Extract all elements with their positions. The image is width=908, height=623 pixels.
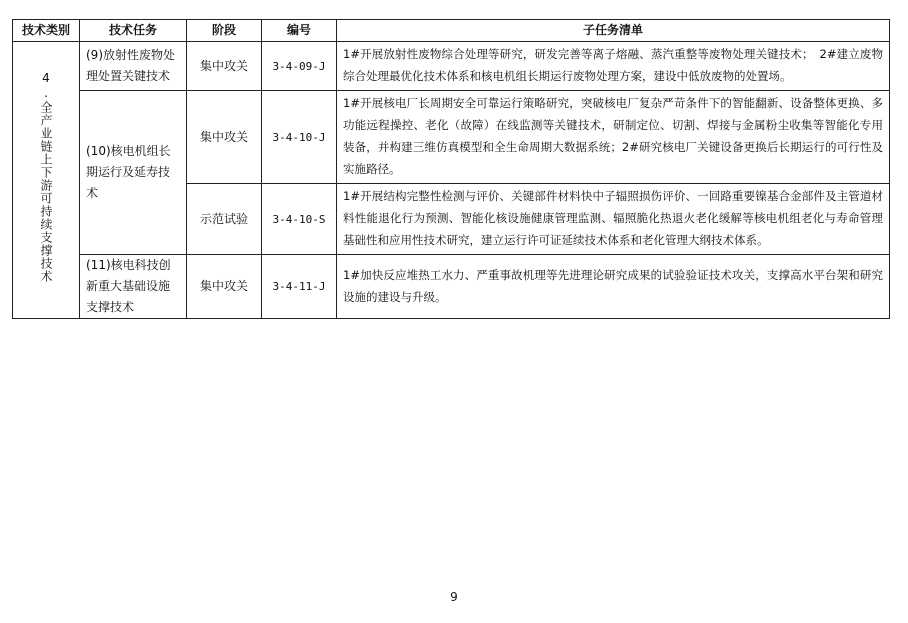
header-row xyxy=(13,20,890,42)
header-stage: 阶段 xyxy=(187,20,262,42)
code-cell: 3-4-10-J xyxy=(262,91,337,184)
stage-cell: 集中攻关 xyxy=(187,91,262,184)
page-number: 9 xyxy=(450,590,458,604)
subtasks-cell: 1#开展放射性废物综合处理等研究，研发完善等离子熔融、蒸汽重整等废物处理关键技术； 2#建立废物综合处理最优化技术体系和核电机组长期运行废物处理方案，建设中低放废物的处置场。 xyxy=(337,42,890,91)
header-subtasks: 子任务清单 xyxy=(337,20,890,42)
stage-cell: 集中攻关 xyxy=(187,42,262,91)
subtasks-cell: 1#开展结构完整性检测与评价、关键部件材料快中子辐照损伤评价、一回路重要镍基合金部件及主管道材料性能退化行为预测、智能化核设施健康管理监测、辐照脆化热退火老化缓解等核电机组老化与寿命管理基础性和应用性技术研究，建立运行许可证延续技术体系和老化管理大纲技术体系。 xyxy=(337,184,890,255)
tech-task-table xyxy=(12,19,890,319)
header-code: 编号 xyxy=(262,20,337,42)
table-row xyxy=(13,255,890,319)
category-label: 4.全产业链上下游可持续支撑技术 xyxy=(39,70,53,283)
category-cell xyxy=(13,42,80,319)
task-cell: (9)放射性废物处理处置关键技术 xyxy=(80,42,187,91)
table-row xyxy=(13,42,890,91)
code-cell: 3-4-11-J xyxy=(262,255,337,319)
code-cell: 3-4-09-J xyxy=(262,42,337,91)
subtasks-cell: 1#开展核电厂长周期安全可靠运行策略研究，突破核电厂复杂严苛条件下的智能翻新、设备整体更换、多功能远程操控、老化（故障）在线监测等关键技术，研制定位、切割、焊接与金属粉尘收集等智能化专用装备，并构建三维仿真模型和全生命周期大数据系统；2#研究核电厂关键设备更换后长期运行的可行性及实施路径。 xyxy=(337,91,890,184)
task-cell: (11)核电科技创新重大基础设施支撑技术 xyxy=(80,255,187,319)
subtasks-cell: 1#加快反应堆热工水力、严重事故机理等先进理论研究成果的试验验证技术攻关，支撑高水平台架和研究设施的建设与升级。 xyxy=(337,255,890,319)
stage-cell: 示范试验 xyxy=(187,184,262,255)
table-row xyxy=(13,91,890,184)
task-cell: (10)核电机组长期运行及延寿技术 xyxy=(80,91,187,255)
header-category: 技术类别 xyxy=(13,20,80,42)
stage-cell: 集中攻关 xyxy=(187,255,262,319)
code-cell: 3-4-10-S xyxy=(262,184,337,255)
header-task: 技术任务 xyxy=(80,20,187,42)
